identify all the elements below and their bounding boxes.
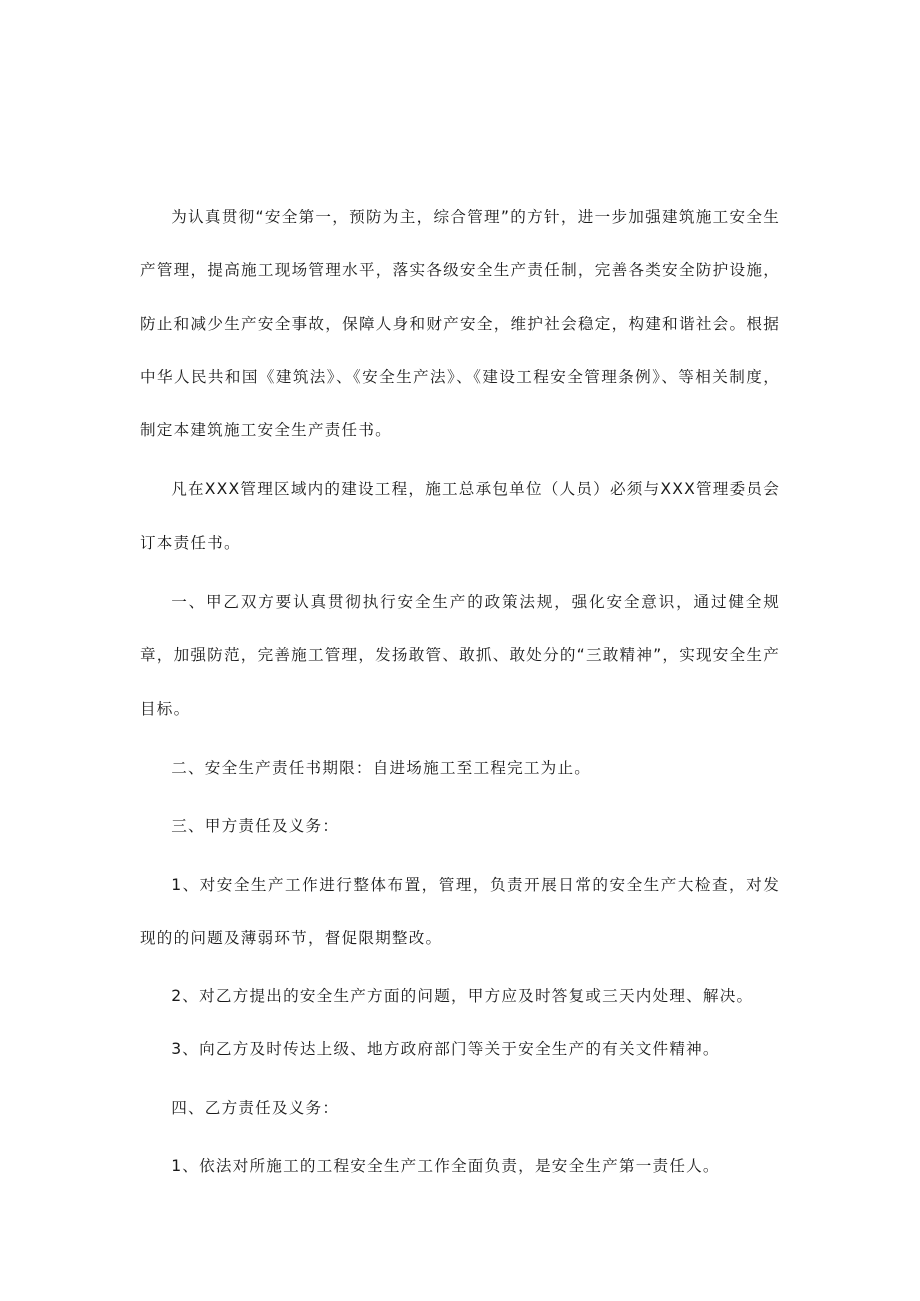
paragraph-party-a-item-2: 2、对乙方提出的安全生产方面的问题，甲方应及时答复或三天内处理、解决。 [171,987,754,1006]
paragraph-party-a-item-3: 3、向乙方及时传达上级、地方政府部门等关于安全生产的有关文件精神。 [171,1040,720,1059]
paragraph-clause-1: 一、甲乙双方要认真贯彻执行安全生产的政策法规，强化安全意识，通过健全规章，加强防范，完善施工管理，发扬敢管、敢抓、敢处分的“三敢精神”，实现安全生产目标。 [140,593,780,718]
paragraph-clause-3-heading: 三、甲方责任及义务： [171,817,340,836]
paragraph-preamble: 为认真贯彻“安全第一，预防为主，综合管理”的方针，进一步加强建筑施工安全生产管理，提高施工现场管理水平，落实各级安全生产责任制，完善各类安全防护设施，防止和减少生产安全事故，保障人身和财产安全，维护社会稳定，构建和谐社会。根据中华人民共和国《建筑法》、《安全生产法》、《建设工程安全管理条例》、等相关制度，制定本建筑施工安全生产责任书。 [140,208,780,440]
paragraph-party-b-item-1: 1、依法对所施工的工程安全生产工作全面负责，是安全生产第一责任人。 [171,1157,720,1176]
paragraph-clause-2: 二、安全生产责任书期限：自进场施工至工程完工为止。 [171,758,592,777]
paragraph-clause-4-heading: 四、乙方责任及义务： [171,1098,340,1117]
paragraph-party-a-item-1: 1、对安全生产工作进行整体布置，管理，负责开展日常的安全生产大检查，对发现的的问题及薄弱环节，督促限期整改。 [140,875,780,947]
document-body [140,191,780,1193]
paragraph-scope: 凡在XXX管理区域内的建设工程，施工总承包单位（人员）必须与XXX管理委员会订本责任书。 [140,480,780,552]
